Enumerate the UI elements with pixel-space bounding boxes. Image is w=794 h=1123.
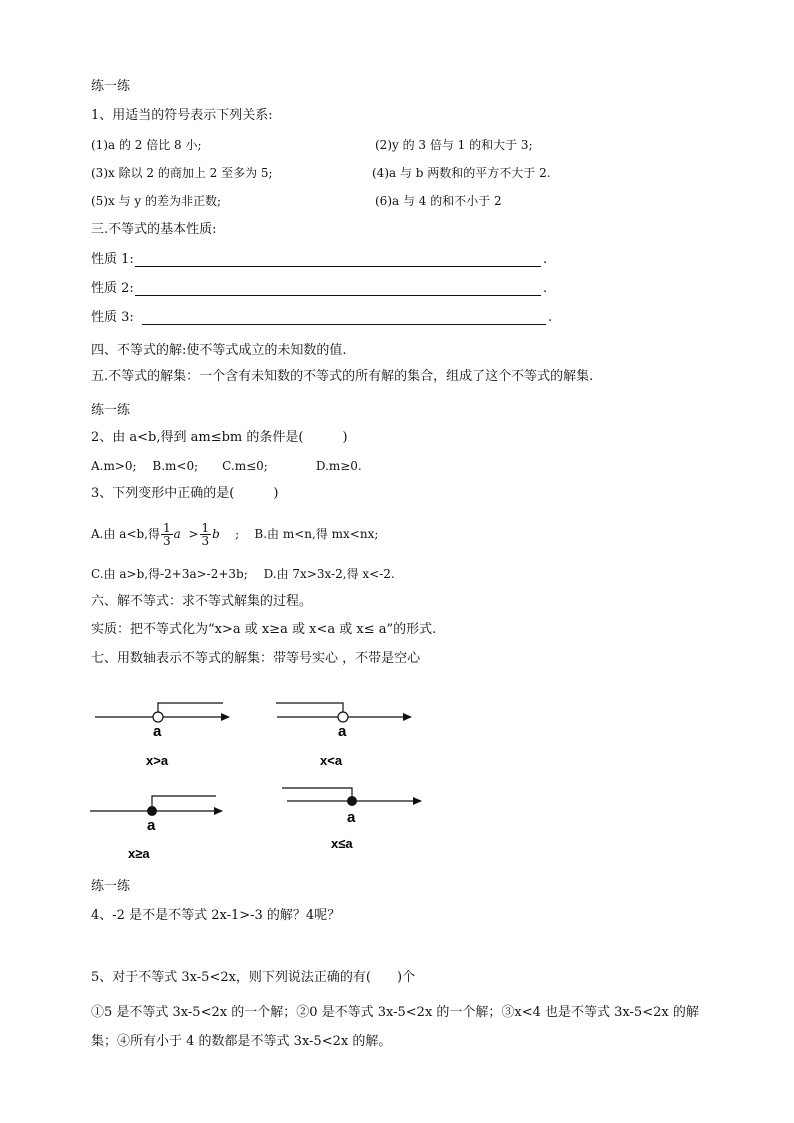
nl3-point-label: a xyxy=(147,817,156,834)
filled-circle-icon xyxy=(147,806,157,816)
section-6: 六、解不等式：求不等式解集的过程。 xyxy=(91,594,313,609)
property-1-end: . xyxy=(543,252,548,267)
question-4: 4、-2 是不是不等式 2x-1>-3 的解？4呢？ xyxy=(91,908,341,923)
nl2-point-label: a xyxy=(338,723,347,740)
nl1-label: x>a xyxy=(146,753,169,768)
section-3-title: 三.不等式的基本性质: xyxy=(91,222,217,237)
property-3-end: . xyxy=(548,310,553,325)
nl4-point-label: a xyxy=(347,809,356,826)
question-3-option-cd: C.由 a>b,得-2+3a>-2+3b; D.由 7x>3x-2,得 x<-2. xyxy=(91,567,395,581)
q3-var-b: b xyxy=(212,527,220,541)
section-5: 五.不等式的解集：一个含有未知数的不等式的所有解的集合，组成了这个不等式的解集. xyxy=(91,369,594,384)
number-line-x-lt-a xyxy=(276,703,411,768)
q1-item-4: (4)a 与 b 两数和的平方不大于 2. xyxy=(372,166,551,180)
question-3-title: 3、下列变形中正确的是( ) xyxy=(91,486,279,501)
q3-option-a-suffix: ; xyxy=(235,527,240,541)
practice-heading: 练一练 xyxy=(91,79,131,94)
q3-option-b: B.由 m<n,得 mx<nx; xyxy=(254,527,379,541)
practice-heading-2: 练一练 xyxy=(91,403,131,418)
property-3-label: 性质 3: xyxy=(91,310,134,325)
q1-item-6: (6)a 与 4 的和不小于 2 xyxy=(375,194,502,208)
number-line-x-gt-a xyxy=(95,703,229,768)
question-2-title: 2、由 a<b,得到 am≤bm 的条件是( ) xyxy=(91,430,348,445)
open-circle-icon xyxy=(338,712,348,722)
fraction-one-third-2: $\frac{1}{3}$ xyxy=(201,521,210,548)
q1-item-2: (2)y 的 3 倍与 1 的和大于 3; xyxy=(375,138,533,152)
question-1-title: 1、用适当的符号表示下列关系: xyxy=(91,108,273,123)
question-5-line-2: 集；④所有小于 4 的数都是不等式 3x-5<2x 的解。 xyxy=(91,1034,392,1049)
q1-item-3: (3)x 除以 2 的商加上 2 至多为 5; xyxy=(91,166,273,180)
section-7: 七、用数轴表示不等式的解集：带等号实心 ，不带是空心 xyxy=(91,651,421,666)
property-1-label: 性质 1: xyxy=(91,252,134,267)
practice-heading-3: 练一练 xyxy=(91,879,131,894)
q1-item-5: (5)x 与 y 的差为非正数; xyxy=(91,194,222,208)
property-2-label: 性质 2: xyxy=(91,281,134,296)
filled-circle-icon xyxy=(347,796,357,806)
nl4-label: x≤a xyxy=(331,836,353,851)
essence-line: 实质：把不等式化为“x>a 或 x≥a 或 x<a 或 x≤ a”的形式. xyxy=(91,622,437,637)
q3-var-a: a xyxy=(173,527,181,541)
nl1-point-label: a xyxy=(153,723,162,740)
q3-gt: > xyxy=(188,527,199,541)
nl2-label: x<a xyxy=(320,753,343,768)
nl3-label: x≥a xyxy=(128,846,150,861)
open-circle-icon xyxy=(153,712,163,722)
q1-item-1: (1)a 的 2 倍比 8 小; xyxy=(91,138,202,152)
property-2-end: . xyxy=(543,281,548,296)
number-line-x-ge-a xyxy=(90,796,222,861)
q3-option-a-prefix: A.由 a<b,得 xyxy=(91,527,161,541)
question-5-line-1: ①5 是不等式 3x-5<2x 的一个解；②0 是不等式 3x-5<2x 的一个解；③x<4 也是不等式 3x-5<2x 的解 xyxy=(91,1005,699,1020)
fraction-one-third: $\frac{1}{3}$ xyxy=(163,521,171,548)
number-line-x-le-a xyxy=(282,788,421,851)
section-4: 四、不等式的解:使不等式成立的未知数的值. xyxy=(91,343,347,358)
question-2-options: A.m>0; B.m<0; C.m≤0; D.m≥0. xyxy=(91,459,362,473)
question-5-title: 5、对于不等式 3x-5<2x，则下列说法正确的有( )个 xyxy=(91,970,416,985)
